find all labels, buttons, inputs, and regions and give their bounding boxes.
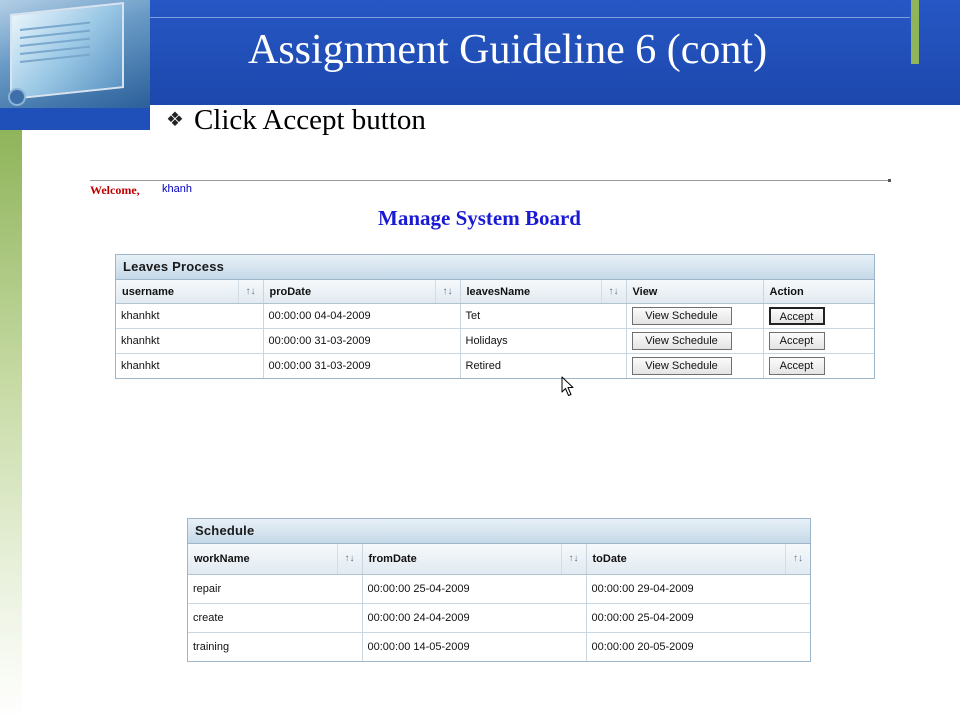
accept-button[interactable]: Accept [769, 332, 825, 350]
cell-fromdate: 00:00:00 14-05-2009 [362, 633, 586, 662]
cell-view [626, 304, 763, 329]
cell-leavesname: Tet [460, 304, 626, 329]
column-header-view: View [626, 280, 763, 304]
schedule-table [188, 544, 810, 661]
accept-button[interactable]: Accept [769, 307, 825, 325]
cell-todate: 00:00:00 29-04-2009 [586, 575, 810, 604]
cell-prodate: 00:00:00 04-04-2009 [263, 304, 460, 329]
column-header-prodate[interactable]: proDate ↑↓ [263, 280, 460, 304]
board-title: Manage System Board [378, 206, 581, 230]
table-row [116, 304, 874, 329]
column-header-username[interactable]: username ↑↓ [116, 280, 263, 304]
schedule-title: Schedule [188, 519, 810, 544]
cell-fromdate: 00:00:00 25-04-2009 [362, 575, 586, 604]
leaves-table [116, 280, 874, 378]
leaves-process-panel [115, 254, 875, 379]
sort-icon[interactable]: ↑↓ [561, 544, 586, 574]
bullet-diamond-icon: ❖ [166, 109, 184, 131]
cell-workname: training [188, 633, 362, 662]
monitor-knob [8, 88, 26, 106]
sort-icon[interactable]: ↑↓ [337, 544, 362, 574]
leaves-process-title: Leaves Process [116, 255, 874, 280]
logged-in-username: khanh [162, 183, 192, 195]
cell-prodate: 00:00:00 31-03-2009 [263, 354, 460, 379]
monitor-illustration [0, 0, 150, 108]
schedule-panel [187, 518, 811, 662]
leaves-header-row [116, 280, 874, 304]
sort-icon[interactable]: ↑↓ [435, 280, 460, 303]
column-header-leavesname[interactable]: leavesName ↑↓ [460, 280, 626, 304]
table-row [188, 633, 810, 662]
table-row [116, 329, 874, 354]
cell-username: khanhkt [116, 329, 263, 354]
cell-todate: 00:00:00 25-04-2009 [586, 604, 810, 633]
sort-icon[interactable]: ↑↓ [238, 280, 263, 303]
view-schedule-button[interactable]: View Schedule [632, 307, 732, 325]
schedule-header-row [188, 544, 810, 575]
slide-title: Assignment Guideline 6 (cont) [248, 27, 768, 73]
cell-leavesname: Retired [460, 354, 626, 379]
app-header-rule-end [888, 179, 891, 182]
sort-icon[interactable]: ↑↓ [785, 544, 810, 574]
accent-bar-right [911, 0, 919, 64]
table-row [116, 354, 874, 379]
cell-workname: repair [188, 575, 362, 604]
app-header-rule [90, 180, 890, 181]
accent-bar-blue [0, 108, 150, 130]
title-rule [150, 17, 910, 18]
view-schedule-button[interactable]: View Schedule [632, 357, 732, 375]
mouse-pointer-icon [561, 376, 575, 398]
cell-view [626, 354, 763, 379]
column-header-workname[interactable]: workName ↑↓ [188, 544, 362, 575]
column-header-todate[interactable]: toDate ↑↓ [586, 544, 810, 575]
cell-action [763, 304, 874, 329]
cell-action [763, 329, 874, 354]
cell-username: khanhkt [116, 304, 263, 329]
accept-button[interactable]: Accept [769, 357, 825, 375]
view-schedule-button[interactable]: View Schedule [632, 332, 732, 350]
column-header-fromdate[interactable]: fromDate ↑↓ [362, 544, 586, 575]
cell-view [626, 329, 763, 354]
column-header-action: Action [763, 280, 874, 304]
cell-prodate: 00:00:00 31-03-2009 [263, 329, 460, 354]
bullet-point [166, 104, 426, 137]
sort-icon[interactable]: ↑↓ [601, 280, 626, 303]
table-row [188, 575, 810, 604]
welcome-label: Welcome, [90, 183, 140, 197]
cell-leavesname: Holidays [460, 329, 626, 354]
cell-fromdate: 00:00:00 24-04-2009 [362, 604, 586, 633]
cell-todate: 00:00:00 20-05-2009 [591, 641, 694, 653]
accent-bar-left [0, 130, 22, 720]
cell-workname: create [188, 604, 362, 633]
monitor-screen [10, 2, 124, 100]
table-row [188, 604, 810, 633]
bullet-text: Click Accept button [193, 104, 426, 136]
cell-username: khanhkt [116, 354, 263, 379]
cell-action [763, 354, 874, 379]
